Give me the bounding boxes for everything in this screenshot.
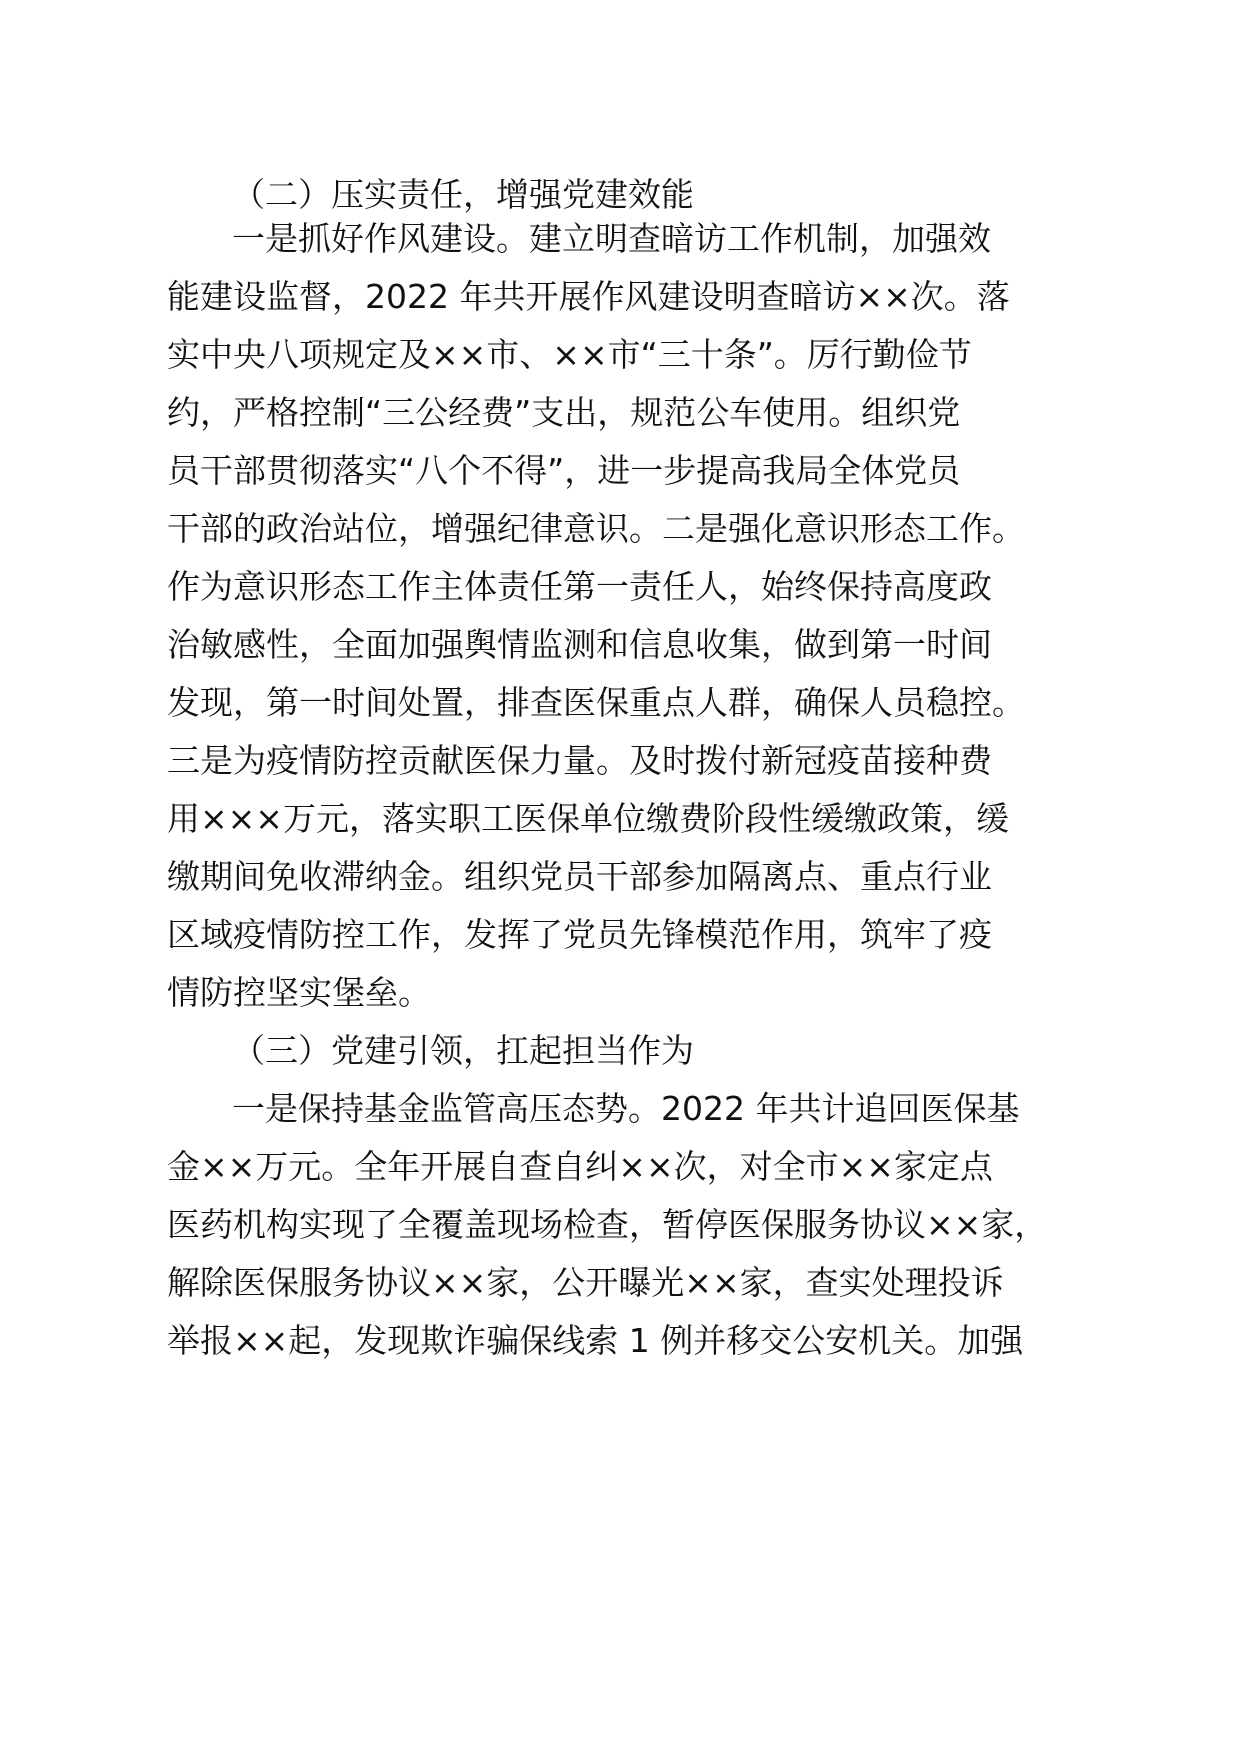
section-2-heading: （二）压实责任，增强党建效能 <box>232 175 694 214</box>
paragraph-line: 发现，第一时间处置，排查医保重点人群，确保人员稳控。 <box>167 683 1025 722</box>
paragraph-line: 解除医保服务协议××家，公开曝光××家，查实处理投诉 <box>167 1263 1004 1302</box>
paragraph-line: 能建设监督，2022 年共开展作风建设明查暗访××次。落 <box>167 277 1010 316</box>
paragraph-line: 三是为疫情防控贡献医保力量。及时拨付新冠疫苗接种费 <box>167 741 992 780</box>
paragraph-line: 举报××起，发现欺诈骗保线索 1 例并移交公安机关。加强 <box>167 1321 1024 1360</box>
paragraph-line: 医药机构实现了全覆盖现场检查，暂停医保服务协议××家， <box>167 1205 1048 1244</box>
paragraph-line: 员干部贯彻落实“八个不得”，进一步提高我局全体党员 <box>167 451 961 490</box>
paragraph-line: 治敏感性，全面加强舆情监测和信息收集，做到第一时间 <box>167 625 992 664</box>
paragraph-line: 情防控坚实堡垒。 <box>167 973 431 1012</box>
paragraph-line: 干部的政治站位，增强纪律意识。二是强化意识形态工作。 <box>167 509 1025 548</box>
paragraph-line: 缴期间免收滞纳金。组织党员干部参加隔离点、重点行业 <box>167 857 992 896</box>
paragraph-line: 约，严格控制“三公经费”支出，规范公车使用。组织党 <box>167 393 961 432</box>
paragraph-line: 一是抓好作风建设。建立明查暗访工作机制，加强效 <box>232 219 991 258</box>
paragraph-line: 实中央八项规定及××市、××市“三十条”。厉行勤俭节 <box>167 335 972 374</box>
section-3-heading: （三）党建引领，扛起担当作为 <box>232 1031 694 1070</box>
paragraph-line: 一是保持基金监管高压态势。2022 年共计追回医保基 <box>232 1089 1020 1128</box>
paragraph-line: 区域疫情防控工作，发挥了党员先锋模范作用，筑牢了疫 <box>167 915 992 954</box>
paragraph-line: 用×××万元，落实职工医保单位缴费阶段性缓缴政策，缓 <box>167 799 1009 838</box>
paragraph-line: 作为意识形态工作主体责任第一责任人，始终保持高度政 <box>167 567 992 606</box>
paragraph-line: 金××万元。全年开展自查自纠××次，对全市××家定点 <box>167 1147 993 1186</box>
